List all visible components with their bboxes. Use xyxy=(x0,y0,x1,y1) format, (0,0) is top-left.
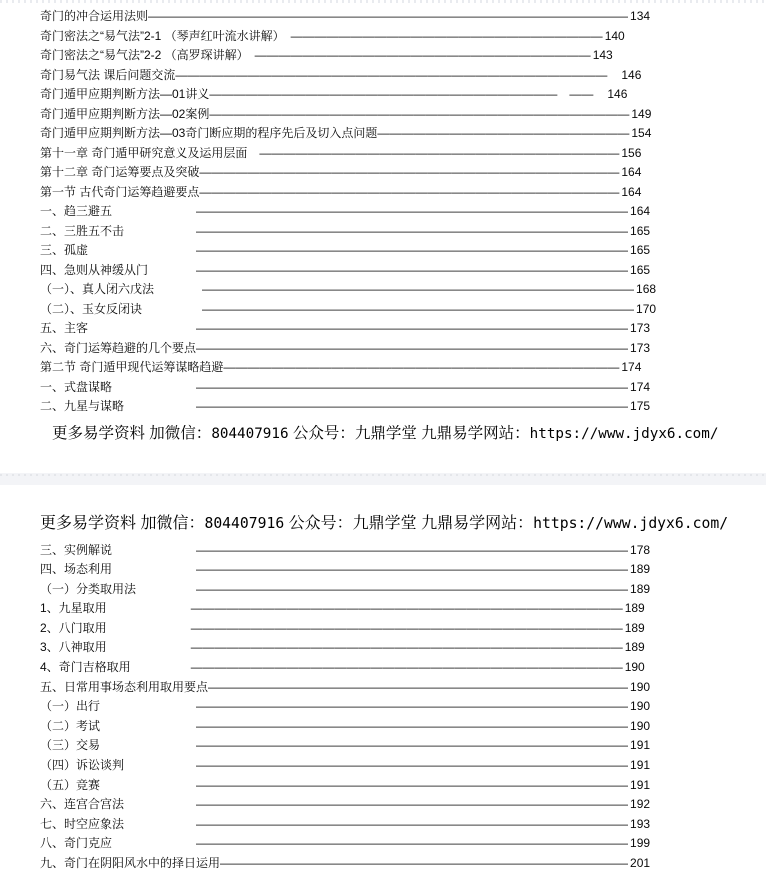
toc-entry-leader: ——————————————————————————————————— xyxy=(199,184,620,199)
toc-entry-page-number: 189 xyxy=(624,640,645,655)
toc-entry-page-number: 199 xyxy=(630,836,651,851)
toc-entry xyxy=(40,378,766,398)
toc-entry-title: 奇门遁甲应期判断方法—03奇门断应期的程序先后及切入点问题 xyxy=(40,126,378,140)
toc-entry-leader: ———————————————————————————————————— xyxy=(142,301,635,316)
toc-entry-title: （五）竞赛 xyxy=(40,777,101,792)
toc-entry-title: 五、日常用事场态利用取用要点 xyxy=(40,679,209,694)
toc-entry xyxy=(40,261,766,281)
toc-entry xyxy=(40,717,766,737)
toc-entry xyxy=(40,599,766,619)
toc-entry-title: （四）诉讼谈判 xyxy=(40,758,125,773)
toc-entry-page-number: 173 xyxy=(630,321,651,335)
toc-entry-title: 四、场态利用 xyxy=(40,562,113,577)
toc-entry-leader: —————————————————————————————————— xyxy=(220,856,629,870)
page-2[interactable] xyxy=(0,513,766,873)
toc-entry xyxy=(40,834,766,854)
toc-entry-title: 二、三胜五不击 xyxy=(40,223,125,238)
toc-entry-leader: ———————————————————————————————————— xyxy=(175,67,620,82)
toc-entry-page-number: 190 xyxy=(630,699,651,714)
toc-entry xyxy=(40,678,766,698)
toc-entry-title: 二、九星与谋略 xyxy=(40,399,125,413)
toc-entry-leader: —————————————————————————————— xyxy=(247,145,620,160)
toc-entry xyxy=(40,105,766,125)
toc-entry xyxy=(40,27,766,47)
toc-entry-title: 三、孤虚 xyxy=(40,243,89,257)
toc-entry-title: （二）、玉女反闭诀 xyxy=(40,301,143,316)
toc-entry-page-number: 190 xyxy=(624,660,645,675)
toc-entry-page-number: 189 xyxy=(624,601,645,616)
toc-entry-leader: ———————————————————————————————————— xyxy=(88,321,629,335)
toc-entry-leader: ———————————————————————————————————— xyxy=(112,379,629,394)
toc-entry-title: 四、急则从神缓从门 xyxy=(40,262,149,277)
toc-entry-page-number: 165 xyxy=(630,243,651,257)
toc-entry xyxy=(40,638,766,658)
toc-entry-title: （一）分类取用法 xyxy=(40,581,137,596)
toc-entry xyxy=(40,397,766,417)
toc-entry-page-number: 165 xyxy=(630,223,651,238)
toc-entry-page-number: 140 xyxy=(604,28,625,43)
toc-entry xyxy=(40,580,766,600)
toc-entry xyxy=(40,7,766,27)
toc-entry-title: 三、实例解说 xyxy=(40,542,113,557)
toc-entry-title: 六、连宫合宫法 xyxy=(40,797,125,812)
toc-entry-page-number: 178 xyxy=(630,542,651,557)
toc-entry-leader: ————————————————————————————————— xyxy=(223,360,620,374)
toc-entry xyxy=(40,85,766,105)
toc-entry-title: 九、奇门在阴阳风水中的择日运用 xyxy=(40,856,221,870)
toc-entry-page-number: 146 xyxy=(607,87,628,101)
toc-entry-leader: ———————————————————————————————————— xyxy=(112,836,629,851)
toc-entry-leader: ——————————————————————————————————— xyxy=(208,679,629,694)
toc-entry xyxy=(40,854,766,873)
toc-entry-page-number: 143 xyxy=(592,48,613,62)
toc-entry-title: 第二节 奇门遁甲现代运筹谋略趋避 xyxy=(40,360,224,374)
toc-entry-page-number: 191 xyxy=(630,758,651,773)
footer-note-url: https://www.jdyx6.com/ xyxy=(529,425,719,442)
toc-entry-page-number: 189 xyxy=(630,581,651,596)
toc-entry-leader: ————————————————————— xyxy=(377,126,630,140)
footer-note-url: https://www.jdyx6.com/ xyxy=(533,514,729,532)
toc-entry-leader: ——————————————————————————————————— xyxy=(199,165,620,179)
toc-entry-page-number: 173 xyxy=(630,340,651,355)
toc-entry-leader: ———————————————————————————————————————— xyxy=(148,9,629,23)
toc-entry-leader: ———————————————————————————————————— xyxy=(124,223,629,238)
toc-entry xyxy=(40,795,766,815)
toc-entry-page-number: 165 xyxy=(630,262,651,277)
toc-entry-page-number: 189 xyxy=(630,562,651,577)
toc-entry-leader: ———————————————————————————————————— xyxy=(106,601,623,616)
toc-entry-page-number: 154 xyxy=(631,126,652,140)
toc-entry-page-number: 164 xyxy=(621,165,642,179)
toc-entry-leader: ———————————————————————————————————— xyxy=(124,399,629,413)
toc-entry xyxy=(40,541,766,561)
toc-entry-page-number: 149 xyxy=(631,106,652,121)
toc-entry xyxy=(40,46,766,66)
toc-entry xyxy=(40,736,766,756)
page-1-footer-note xyxy=(52,423,766,445)
toc-entry-leader: ———————————————————————————————————— xyxy=(106,640,623,655)
toc-entry-title: （二）考试 xyxy=(40,718,101,733)
toc-entry-leader: ———————————————————————————————————— xyxy=(112,204,629,218)
toc-entry-page-number: 174 xyxy=(621,360,642,374)
toc-entry-leader: ———————————————————————————————————— xyxy=(136,581,629,596)
toc-entry-leader: ———————————————————————————————————— xyxy=(88,243,629,257)
toc-entry-page-number: 156 xyxy=(621,145,642,160)
toc-list-page-1 xyxy=(40,7,766,417)
toc-entry-leader: ———————————————————————————————————— xyxy=(100,718,629,733)
toc-entry xyxy=(40,358,766,378)
toc-entry-page-number: 134 xyxy=(630,9,651,23)
toc-entry xyxy=(40,280,766,300)
toc-entry-title: 七、时空应象法 xyxy=(40,816,125,831)
footer-note-wechat-number: 804407916 xyxy=(211,425,289,442)
toc-entry-page-number: 191 xyxy=(630,777,651,792)
toc-entry-page-number: 190 xyxy=(630,679,651,694)
toc-entry-leader: ———————————————————————————————————— xyxy=(106,620,623,635)
toc-entry xyxy=(40,124,766,144)
toc-entry-page-number: 175 xyxy=(630,399,651,413)
toc-entry-leader: ———————————————————————————————————— xyxy=(196,340,629,355)
toc-entry xyxy=(40,163,766,183)
toc-entry-page-number: 193 xyxy=(630,816,651,831)
toc-entry xyxy=(40,658,766,678)
toc-entry-title: 奇门遁甲应期判断方法—02案例 xyxy=(40,106,210,121)
toc-entry xyxy=(40,222,766,242)
toc-entry-title: 1、九星取用 xyxy=(40,601,107,616)
toc-entry-page-number: 170 xyxy=(636,301,657,316)
toc-entry-leader: ———————————————————————————————————— xyxy=(100,699,629,714)
toc-entry xyxy=(40,319,766,339)
footer-note-wechat-number: 804407916 xyxy=(204,514,285,532)
toc-entry-title: 奇门密法之“易气法”2-2 （高罗琛讲解） xyxy=(40,48,243,62)
toc-entry xyxy=(40,183,766,203)
toc-entry-page-number: 201 xyxy=(630,856,651,870)
toc-entry xyxy=(40,339,766,359)
footer-note-prefix: 更多易学资料 加微信： xyxy=(40,514,205,532)
toc-entry xyxy=(40,202,766,222)
toc-entry-title: 六、奇门运筹趋避的几个要点 xyxy=(40,340,197,355)
toc-entry-title: 奇门易气法 课后问题交流 xyxy=(40,67,176,82)
toc-entry-page-number: 191 xyxy=(630,738,651,753)
toc-entry xyxy=(40,815,766,835)
toc-entry-page-number: 174 xyxy=(630,379,651,394)
toc-entry xyxy=(40,697,766,717)
toc-entry-leader: ——————————————————————————————————— xyxy=(209,106,630,121)
toc-entry-title: 奇门密法之“易气法”2-1 （琴声红叶流水讲解） xyxy=(40,28,279,43)
toc-entry-title: 第十二章 奇门运筹要点及突破 xyxy=(40,165,200,179)
toc-entry-leader: ———————————————————————————————————— xyxy=(100,738,629,753)
toc-entry-title: 第十一章 奇门遁甲研究意义及运用层面 xyxy=(40,145,248,160)
footer-note-prefix: 更多易学资料 加微信： xyxy=(52,424,212,442)
toc-entry-title: （一）出行 xyxy=(40,699,101,714)
toc-entry-title: 八、奇门克应 xyxy=(40,836,113,851)
toc-entry-leader: ———————————————————————————————————— xyxy=(154,282,635,296)
toc-entry-page-number: 168 xyxy=(636,282,657,296)
toc-list-page-2 xyxy=(40,541,766,873)
toc-entry-leader: ———————————————————————————————————— xyxy=(124,758,629,773)
toc-entry-leader: ———————————————————————————————————— xyxy=(124,797,629,812)
toc-entry-leader: ———————————————————————————————————— xyxy=(148,262,629,277)
page-2-header-note xyxy=(40,513,766,535)
toc-entry xyxy=(40,776,766,796)
page-1[interactable] xyxy=(0,3,766,473)
toc-entry-page-number: 164 xyxy=(621,184,642,199)
toc-entry-leader: ———————————————————————————————————— xyxy=(130,660,623,675)
toc-entry-title: 4、奇门吉格取用 xyxy=(40,660,131,675)
toc-entry xyxy=(40,619,766,639)
footer-note-middle: 公众号：九鼎学堂 九鼎易学网站： xyxy=(284,514,534,532)
toc-entry-leader: ————————————————————————————— —— xyxy=(209,87,606,101)
toc-entry xyxy=(40,756,766,776)
toc-entry-title: 一、趋三避五 xyxy=(40,204,113,218)
toc-entry-page-number: 192 xyxy=(630,797,651,812)
toc-entry-title: 第一节 古代奇门运筹趋避要点 xyxy=(40,184,200,199)
toc-entry-title: 一、式盘谋略 xyxy=(40,379,113,394)
toc-entry-title: （三）交易 xyxy=(40,738,101,753)
toc-entry xyxy=(40,300,766,320)
toc-entry-leader: —————————————————————————— xyxy=(278,28,603,43)
toc-entry xyxy=(40,66,766,86)
toc-entry xyxy=(40,241,766,261)
toc-entry-page-number: 146 xyxy=(621,67,642,82)
page-separator xyxy=(0,473,766,485)
toc-entry-title: （一）、真人闭六戊法 xyxy=(40,282,155,296)
toc-entry-leader: ———————————————————————————— xyxy=(242,48,591,62)
footer-note-middle: 公众号：九鼎学堂 九鼎易学网站： xyxy=(288,424,530,442)
toc-entry-title: 奇门的冲合运用法则 xyxy=(40,9,149,23)
toc-entry-title: 五、主客 xyxy=(40,321,89,335)
toc-entry-title: 3、八神取用 xyxy=(40,640,107,655)
toc-entry xyxy=(40,560,766,580)
toc-entry xyxy=(40,144,766,164)
toc-entry-leader: ———————————————————————————————————— xyxy=(112,562,629,577)
toc-entry-page-number: 189 xyxy=(624,620,645,635)
toc-entry-title: 奇门遁甲应期判断方法—01讲义 xyxy=(40,87,210,101)
toc-entry-leader: ———————————————————————————————————— xyxy=(124,816,629,831)
toc-entry-leader: ———————————————————————————————————— xyxy=(100,777,629,792)
toc-entry-leader: ———————————————————————————————————— xyxy=(112,542,629,557)
toc-entry-title: 2、八门取用 xyxy=(40,620,107,635)
toc-entry-page-number: 190 xyxy=(630,718,651,733)
toc-entry-page-number: 164 xyxy=(630,204,651,218)
